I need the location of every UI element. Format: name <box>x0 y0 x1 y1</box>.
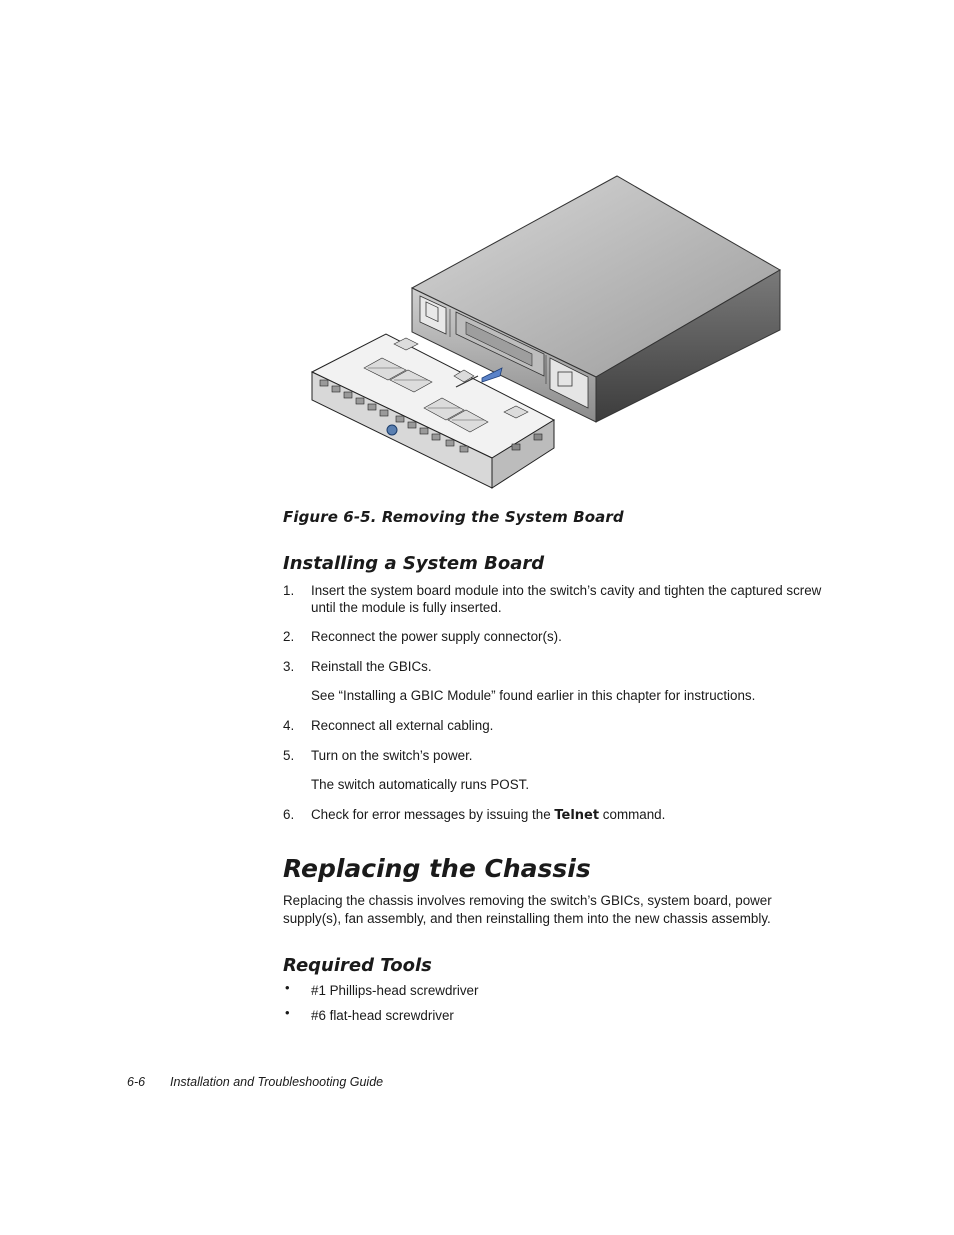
step-text: Turn on the switch’s power. <box>311 748 473 763</box>
bullet-icon: • <box>285 1005 290 1020</box>
tool-item: #6 flat-head screwdriver <box>311 1008 454 1023</box>
step-number: 5. <box>283 748 295 763</box>
step-number: 1. <box>283 583 295 598</box>
step-number: 3. <box>283 659 295 674</box>
step-text-before: Check for error messages by issuing the <box>311 807 555 822</box>
tool-item: #1 Phillips-head screwdriver <box>311 983 479 998</box>
replacing-paragraph: Replacing the chassis involves removing the switch’s GBICs, system board, power supply(s), fan assembly, and then reinstalling them into the new chassis assembly. <box>283 893 772 926</box>
bullet-icon: • <box>285 980 290 995</box>
heading-replacing-chassis: Replacing the Chassis <box>283 854 591 883</box>
step-note: The switch automatically runs POST. <box>311 777 530 792</box>
page-number: 6-6 <box>127 1075 146 1089</box>
heading-installing-system-board: Installing a System Board <box>283 553 545 574</box>
step-text: Insert the system board module into the switch’s cavity and tighten the captured screw until the module is fully inserted. <box>311 583 822 615</box>
captured-screw <box>387 425 397 435</box>
heading-required-tools: Required Tools <box>283 955 432 976</box>
step-note: See “Installing a GBIC Module” found earlier in this chapter for instructions. <box>311 688 756 703</box>
system-board-removal-illustration <box>306 172 786 494</box>
step-number: 6. <box>283 807 295 822</box>
step-text-after: command. <box>599 807 666 822</box>
step-text: Reconnect the power supply connector(s). <box>311 629 562 644</box>
step-number: 2. <box>283 629 295 644</box>
footer-title: Installation and Troubleshooting Guide <box>170 1075 384 1089</box>
step-text: Reconnect all external cabling. <box>311 718 494 733</box>
step-number: 4. <box>283 718 295 733</box>
step-text <box>311 806 826 824</box>
telnet-command: Telnet <box>554 808 600 823</box>
figure-caption: Figure 6-5. Removing the System Board <box>283 508 624 526</box>
step-text: Reinstall the GBICs. <box>311 659 432 674</box>
